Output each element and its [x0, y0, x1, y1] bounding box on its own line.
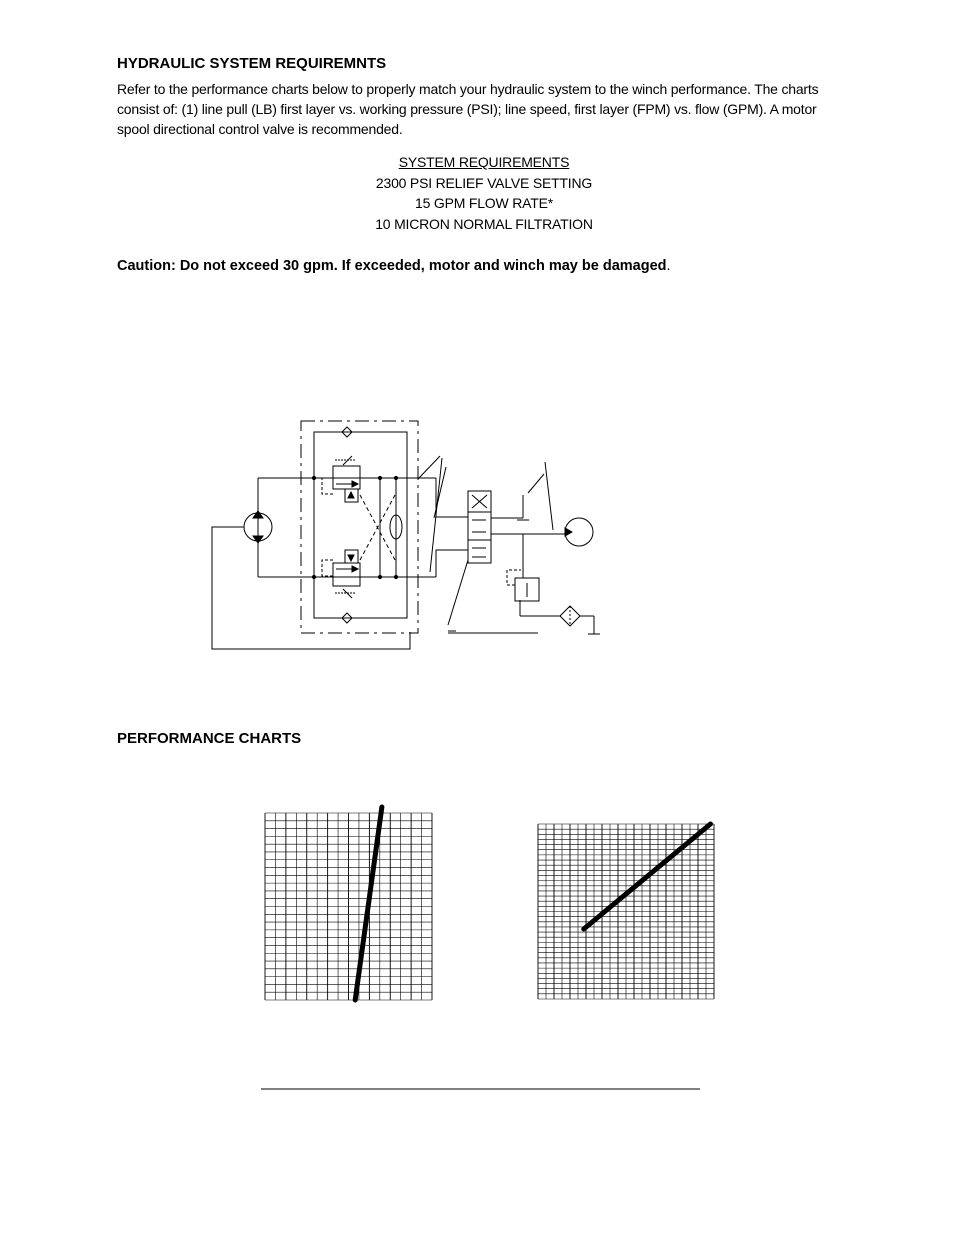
- requirement-flow-rate: 15 GPM FLOW RATE*: [415, 195, 553, 211]
- caution-period: .: [666, 258, 671, 274]
- requirement-relief-valve: 2300 PSI RELIEF VALVE SETTING: [375, 174, 593, 191]
- caution-message: Caution: Do not exceed 30 gpm. If exceeded, motor and winch may be damaged: [117, 258, 667, 274]
- intro-paragraph: Refer to the performance charts below to properly match your hydraulic system to the winch performance. The charts consist of: (1) line pull (LB) first layer vs. working pressure (PSI); line speed, first layer (FPM) vs. flow (GPM). A motor spool directional control valve is recommended.: [117, 81, 819, 137]
- chart-line-speed: [538, 824, 714, 999]
- performance-line: [584, 824, 711, 929]
- requirements-title: SYSTEM REQUIREMENTS: [398, 154, 570, 170]
- chart-line-pull: [265, 807, 432, 1000]
- section-heading-performance: PERFORMANCE CHARTS: [117, 730, 302, 747]
- requirement-filtration: 10 MICRON NORMAL FILTRATION: [375, 215, 593, 232]
- section-heading-hydraulic: HYDRAULIC SYSTEM REQUIREMNTS: [117, 55, 387, 72]
